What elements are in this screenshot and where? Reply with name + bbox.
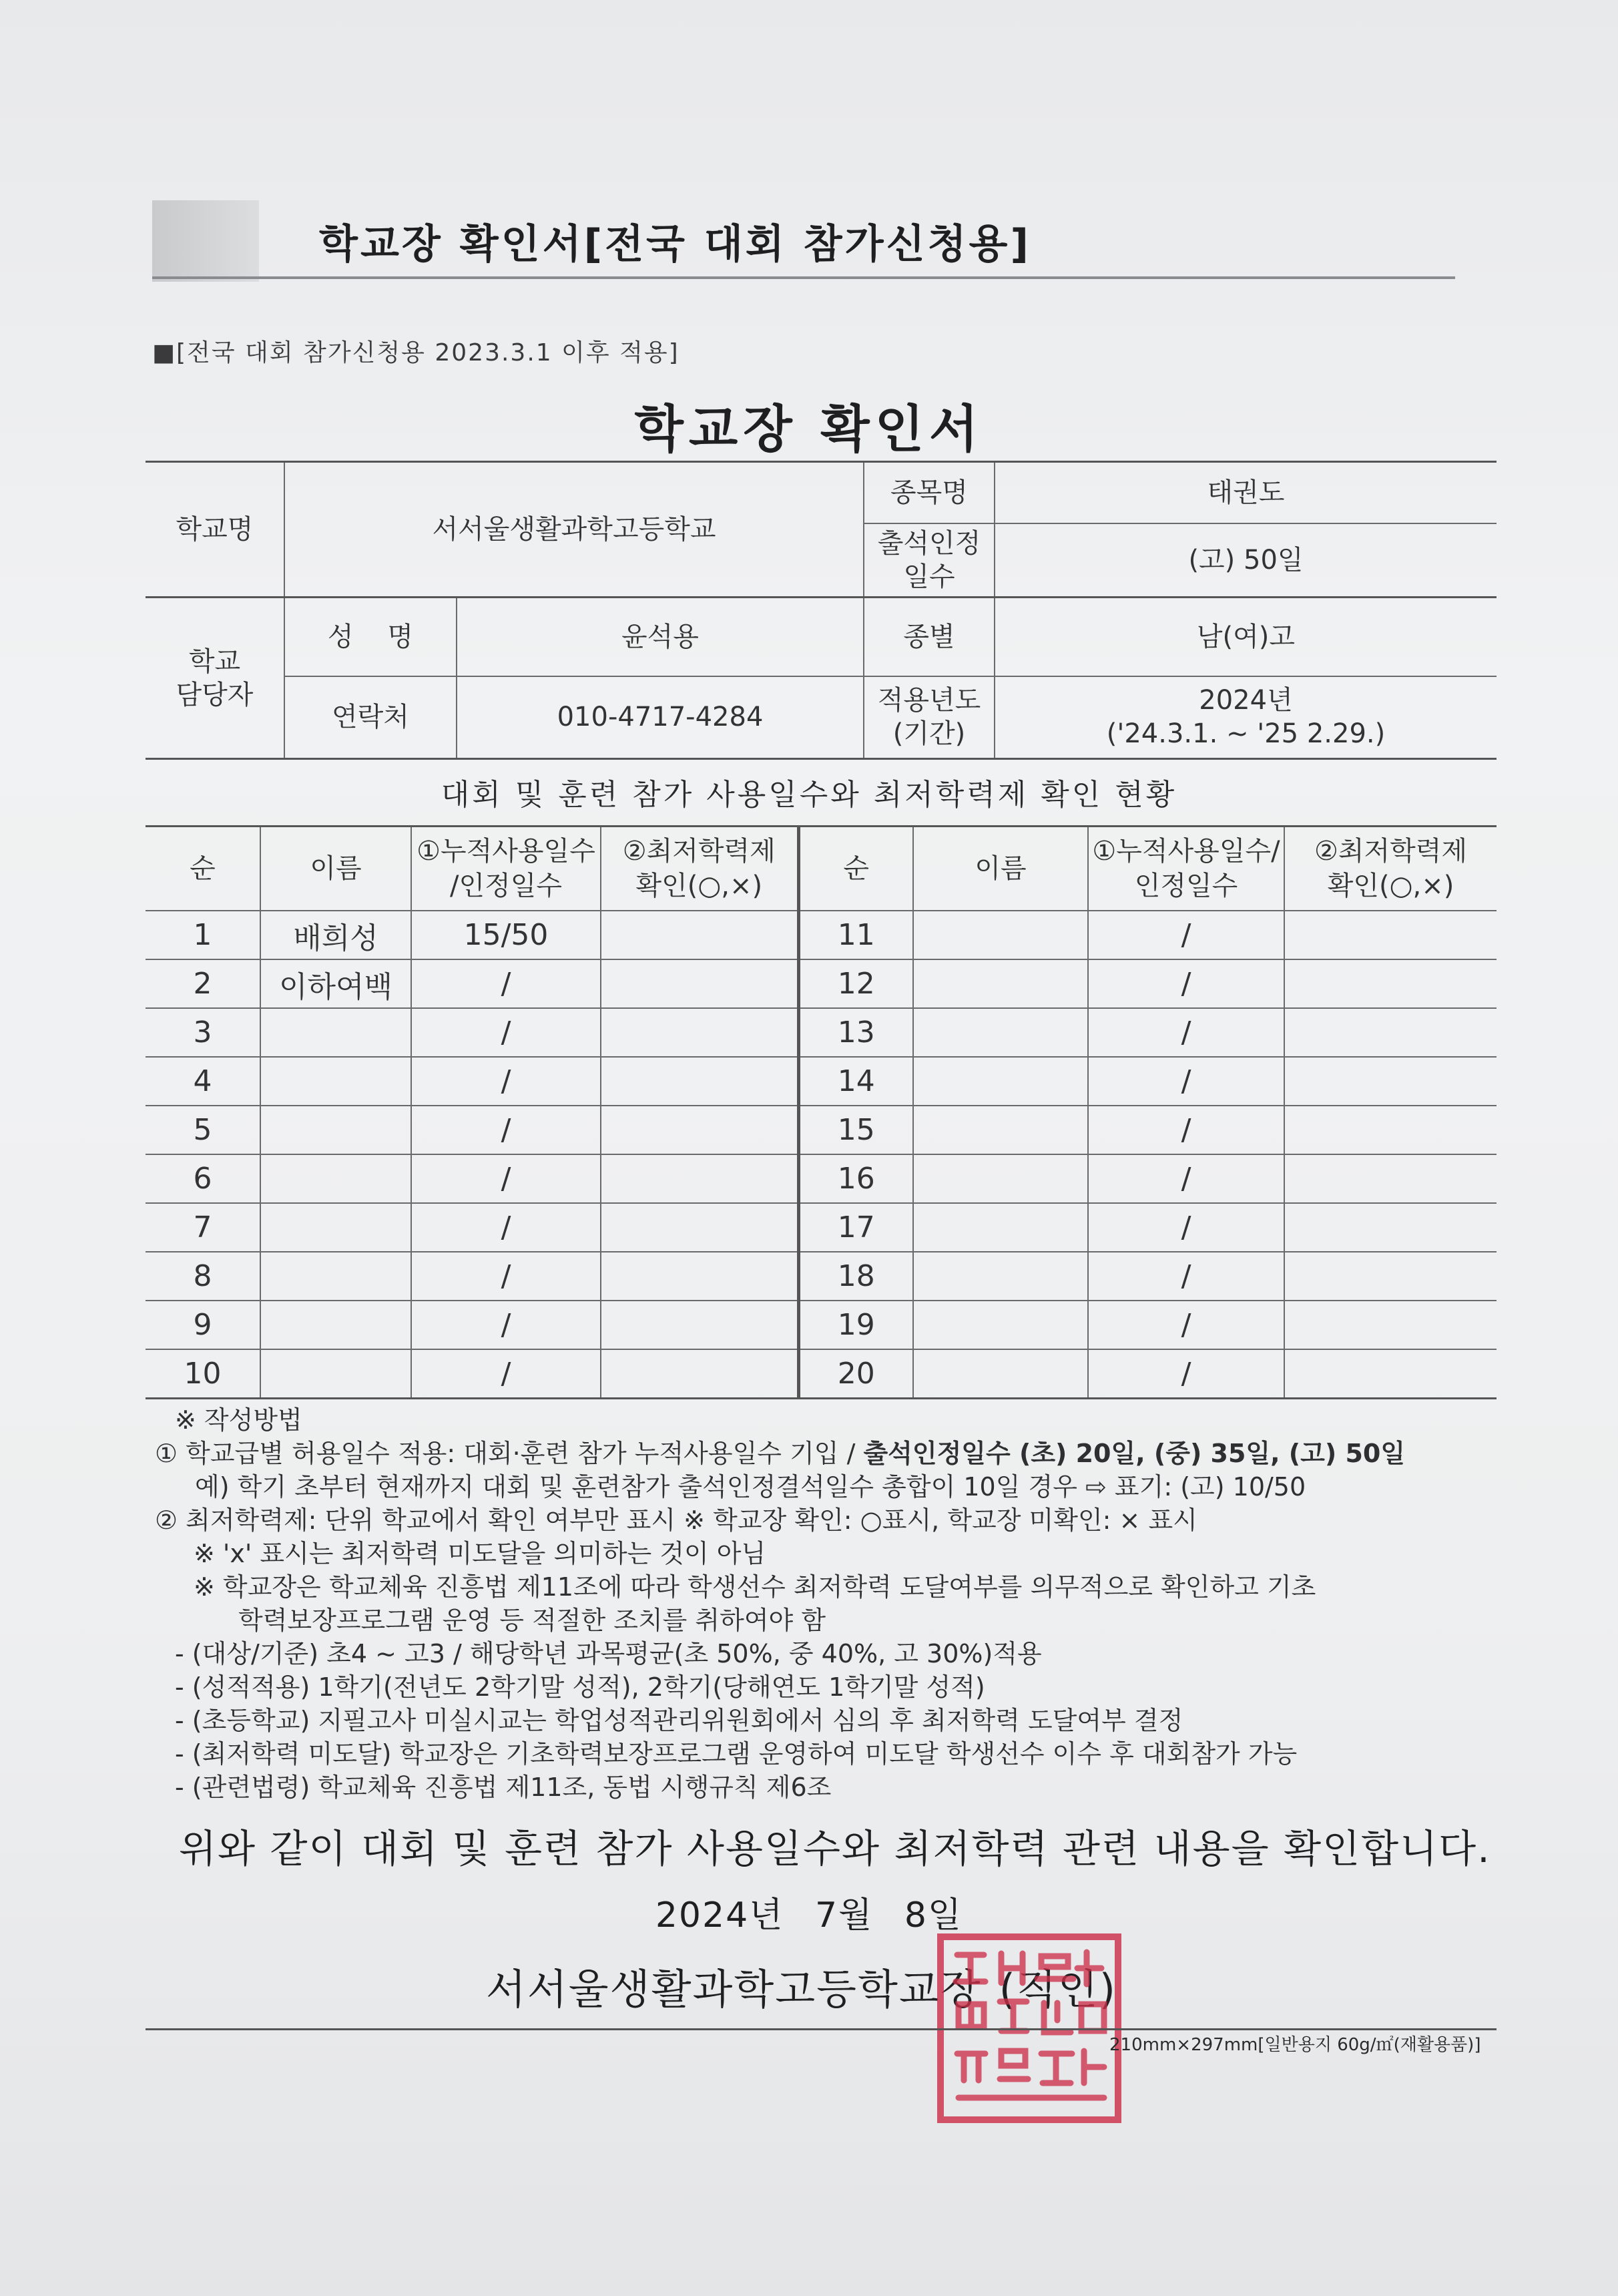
date-day: 8일 bbox=[904, 1895, 963, 1935]
athlete-name bbox=[260, 1252, 411, 1301]
row-number: 5 bbox=[146, 1106, 260, 1154]
table-row bbox=[146, 1301, 1497, 1349]
row-number: 19 bbox=[798, 1301, 913, 1349]
min-academic-check bbox=[601, 959, 798, 1008]
days-used: 15/50 bbox=[411, 911, 601, 959]
roster-table bbox=[146, 825, 1497, 1399]
header-name: 이름 bbox=[260, 827, 411, 911]
days-used: / bbox=[1088, 1008, 1284, 1057]
min-academic-check bbox=[601, 1057, 798, 1106]
athlete-name bbox=[913, 1106, 1088, 1154]
row-number: 18 bbox=[798, 1252, 913, 1301]
min-academic-check bbox=[1284, 911, 1497, 959]
min-academic-check bbox=[601, 1203, 798, 1252]
header-days: ①누적사용일수 /인정일수 bbox=[411, 827, 601, 911]
paper-spec: 210mm×297mm[일반용지 60g/㎡(재활용품)] bbox=[1109, 2035, 1481, 2055]
days-used: / bbox=[411, 1252, 601, 1301]
row-number: 20 bbox=[798, 1349, 913, 1399]
header-check: ②최저학력제 확인(○,×) bbox=[1284, 827, 1497, 911]
row-number: 4 bbox=[146, 1057, 260, 1106]
table-row bbox=[146, 1008, 1497, 1057]
min-academic-check bbox=[1284, 1203, 1497, 1252]
table-row bbox=[146, 1154, 1497, 1203]
athlete-name bbox=[260, 1203, 411, 1252]
table-row bbox=[146, 1349, 1497, 1399]
athlete-name: 이하여백 bbox=[260, 959, 411, 1008]
athlete-name bbox=[260, 1106, 411, 1154]
row-number: 12 bbox=[798, 959, 913, 1008]
note-line bbox=[155, 1437, 1490, 1470]
min-academic-check bbox=[601, 1349, 798, 1399]
days-used: / bbox=[411, 1301, 601, 1349]
athlete-name bbox=[913, 1008, 1088, 1057]
applicable-year-label: 적용년도 (기간) bbox=[864, 676, 995, 759]
athlete-name bbox=[260, 1057, 411, 1106]
section-title: 대회 및 훈련 참가 사용일수와 최저학력제 확인 현황 bbox=[441, 778, 1177, 812]
athlete-name bbox=[260, 1154, 411, 1203]
min-academic-check bbox=[601, 911, 798, 959]
name-label: 성 명 bbox=[284, 598, 457, 676]
days-used: / bbox=[1088, 1203, 1284, 1252]
name-value: 윤석용 bbox=[457, 598, 864, 676]
banner-title: 학교장 확인서[전국 대회 참가신청용] bbox=[319, 221, 1031, 268]
table-row bbox=[146, 1106, 1497, 1154]
signer-name: 서서울생활과학고등학교장 bbox=[486, 1965, 982, 2014]
issue-date bbox=[0, 1887, 1618, 1937]
min-academic-check bbox=[601, 1106, 798, 1154]
days-used: / bbox=[1088, 959, 1284, 1008]
phone-label: 연락처 bbox=[284, 676, 457, 759]
athlete-name: 배희성 bbox=[260, 911, 411, 959]
school-contact-person-label: 학교 담당자 bbox=[146, 598, 284, 759]
note-line: ※ 'x' 표시는 최저학력 미도달을 의미하는 것이 아님 bbox=[194, 1539, 766, 1568]
title-banner-block bbox=[152, 200, 259, 282]
header-no: 순 bbox=[798, 827, 913, 911]
roster-header-row bbox=[146, 827, 1497, 911]
athlete-name bbox=[260, 1301, 411, 1349]
athlete-name bbox=[260, 1008, 411, 1057]
notes-heading: ※ 작성방법 bbox=[175, 1405, 302, 1435]
min-academic-check bbox=[1284, 1106, 1497, 1154]
min-academic-check bbox=[601, 1252, 798, 1301]
table-row bbox=[146, 959, 1497, 1008]
school-name-label: 학교명 bbox=[146, 462, 284, 598]
note-line: - (대상/기준) 초4 ~ 고3 / 해당학년 과목평균(초 50%, 중 40%, 고 30%)적용 bbox=[175, 1639, 1042, 1668]
phone-value: 010-4717-4284 bbox=[457, 676, 864, 759]
table-row bbox=[146, 1057, 1497, 1106]
gender-label: 종별 bbox=[864, 598, 995, 676]
row-number: 7 bbox=[146, 1203, 260, 1252]
min-academic-check bbox=[1284, 1301, 1497, 1349]
days-used: / bbox=[411, 959, 601, 1008]
row-number: 8 bbox=[146, 1252, 260, 1301]
athlete-name bbox=[913, 1057, 1088, 1106]
note-line: ② 최저학력제: 단위 학교에서 확인 여부만 표시 ※ 학교장 확인: ○표시, 학교장 미확인: × 표시 bbox=[155, 1506, 1197, 1535]
row-number: 2 bbox=[146, 959, 260, 1008]
days-used: / bbox=[411, 1349, 601, 1399]
min-academic-check bbox=[1284, 1349, 1497, 1399]
athlete-name bbox=[913, 1252, 1088, 1301]
date-year: 2024년 bbox=[655, 1895, 784, 1935]
row-number: 17 bbox=[798, 1203, 913, 1252]
row-number: 11 bbox=[798, 911, 913, 959]
title-banner-line bbox=[152, 276, 1455, 279]
min-academic-check bbox=[1284, 1252, 1497, 1301]
note-line: 학력보장프로그램 운영 등 적절한 조치를 취하여야 함 bbox=[238, 1606, 826, 1635]
athlete-name bbox=[913, 1349, 1088, 1399]
form-subtitle: ■[전국 대회 참가신청용 2023.3.1 이후 적용] bbox=[152, 339, 680, 367]
event-label: 종목명 bbox=[864, 462, 995, 523]
min-academic-check bbox=[601, 1008, 798, 1057]
min-academic-check bbox=[601, 1301, 798, 1349]
table-row bbox=[146, 1203, 1497, 1252]
row-number: 16 bbox=[798, 1154, 913, 1203]
days-used: / bbox=[411, 1057, 601, 1106]
contact-info-table bbox=[146, 596, 1497, 760]
min-academic-check bbox=[1284, 1154, 1497, 1203]
athlete-name bbox=[260, 1349, 411, 1399]
seal-label: (직인) bbox=[999, 1965, 1117, 2014]
header-no: 순 bbox=[146, 827, 260, 911]
table-row bbox=[146, 1252, 1497, 1301]
row-number: 3 bbox=[146, 1008, 260, 1057]
note-text: ① 학교급별 허용일수 적용: 대회·훈련 참가 누적사용일수 기입 / bbox=[155, 1439, 864, 1468]
header-days: ①누적사용일수/ 인정일수 bbox=[1088, 827, 1284, 911]
row-number: 15 bbox=[798, 1106, 913, 1154]
note-line: - (관련법령) 학교체육 진흥법 제11조, 동법 시행규칙 제6조 bbox=[175, 1773, 832, 1802]
days-used: / bbox=[1088, 1106, 1284, 1154]
applicable-year-value: 2024년 ('24.3.1. ~ '25 2.29.) bbox=[995, 676, 1497, 759]
days-used: / bbox=[411, 1154, 601, 1203]
date-month: 7월 bbox=[814, 1895, 874, 1935]
header-check: ②최저학력제 확인(○,×) bbox=[601, 827, 798, 911]
row-number: 9 bbox=[146, 1301, 260, 1349]
athlete-name bbox=[913, 911, 1088, 959]
min-academic-check bbox=[601, 1154, 798, 1203]
note-line: 예) 학기 초부터 현재까지 대회 및 훈련참가 출석인정결석일수 총합이 10일 경우 ⇨ 표기: (고) 10/50 bbox=[195, 1472, 1306, 1502]
days-used: / bbox=[1088, 1252, 1284, 1301]
days-used: / bbox=[1088, 1301, 1284, 1349]
days-used: / bbox=[1088, 1154, 1284, 1203]
event-value: 태권도 bbox=[995, 462, 1497, 523]
athlete-name bbox=[913, 1301, 1088, 1349]
row-number: 10 bbox=[146, 1349, 260, 1399]
footer-divider bbox=[146, 2028, 1497, 2030]
days-used: / bbox=[411, 1106, 601, 1154]
confirmation-statement: 위와 같이 대회 및 훈련 참가 사용일수와 최저학력 관련 내용을 확인합니다. bbox=[179, 1826, 1491, 1871]
days-used: / bbox=[1088, 911, 1284, 959]
min-academic-check bbox=[1284, 1057, 1497, 1106]
note-emphasis: 출석인정일수 (초) 20일, (중) 35일, (고) 50일 bbox=[863, 1439, 1406, 1468]
note-line: ※ 학교장은 학교체육 진흥법 제11조에 따라 학생선수 최저학력 도달여부를 의무적으로 확인하고 기초 bbox=[194, 1572, 1316, 1602]
days-used: / bbox=[411, 1203, 601, 1252]
athlete-name bbox=[913, 959, 1088, 1008]
school-name-value: 서서울생활과학고등학교 bbox=[284, 462, 864, 598]
row-number: 14 bbox=[798, 1057, 913, 1106]
min-academic-check bbox=[1284, 959, 1497, 1008]
page-title: 학교장 확인서 bbox=[634, 399, 984, 459]
row-number: 13 bbox=[798, 1008, 913, 1057]
row-number: 1 bbox=[146, 911, 260, 959]
note-line: - (성적적용) 1학기(전년도 2학기말 성적), 2학기(당해연도 1학기말 성적) bbox=[175, 1672, 985, 1702]
min-academic-check bbox=[1284, 1008, 1497, 1057]
days-used: / bbox=[1088, 1349, 1284, 1399]
days-used: / bbox=[1088, 1057, 1284, 1106]
attendance-days-label: 출석인정 일수 bbox=[864, 523, 995, 598]
school-info-table bbox=[146, 461, 1497, 598]
header-name: 이름 bbox=[913, 827, 1088, 911]
attendance-days-value: (고) 50일 bbox=[995, 523, 1497, 598]
row-number: 6 bbox=[146, 1154, 260, 1203]
note-line: - (초등학교) 지필고사 미실시교는 학업성적관리위원회에서 심의 후 최저학력 도달여부 결정 bbox=[175, 1706, 1183, 1735]
days-used: / bbox=[411, 1008, 601, 1057]
table-row bbox=[146, 911, 1497, 959]
gender-value: 남(여)고 bbox=[995, 598, 1497, 676]
note-line: - (최저학력 미도달) 학교장은 기초학력보장프로그램 운영하여 미도달 학생선수 이수 후 대회참가 가능 bbox=[175, 1739, 1298, 1769]
athlete-name bbox=[913, 1203, 1088, 1252]
athlete-name bbox=[913, 1154, 1088, 1203]
writing-instructions bbox=[155, 1403, 1490, 1804]
